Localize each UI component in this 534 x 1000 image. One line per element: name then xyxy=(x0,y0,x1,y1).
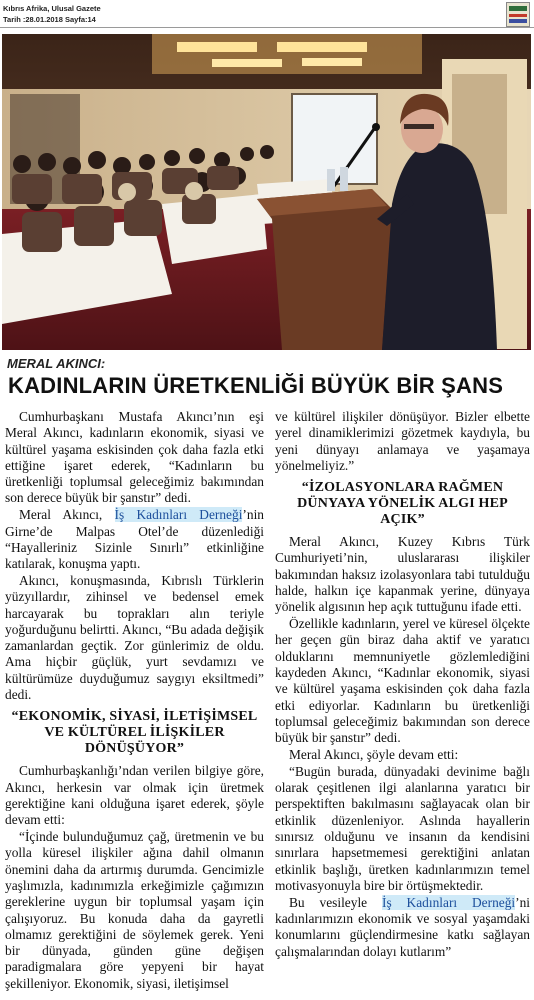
subheading: “İZOLASYONLARA RAĞMEN DÜNYAYA YÖNELİK ALGI HEP AÇIK” xyxy=(297,480,508,528)
event-photo xyxy=(2,34,531,350)
text-run: Meral Akıncı, xyxy=(19,507,115,523)
paragraph: Meral Akıncı, şöyle devam etti: xyxy=(289,747,459,763)
paragraph: Cumhurbaşkanı Mustafa Akıncı’nın eşi Meral Akıncı, kadınların ekonomik, siyasi ve kültürel yaşama eskisinden çok daha fazla etki ettiğine işaret ederek, “Kadınların bu üretkenliği toplumsal geleceğimiz bakımından son derece büyük bir şanstır” dedi. xyxy=(5,409,264,506)
publication-name: Kıbrıs Afrika, Ulusal Gazete xyxy=(3,4,101,13)
paragraph: Özellikle kadınların, yerel ve küresel ölçekte her geçen gün biraz daha aktif ve yaratıcı olduklarını memnuniyetle gözlemlediğini kaydeden Akıncı, “Kadınlar ekonomik, siyasi ve kültürel yaşama eskisinden çok daha fazla etki ediyorlar. Kadınların bu üretkenliği toplumsal geleceğimiz bakımından son derece büyük bir şanstır” dedi. xyxy=(275,616,530,746)
article-kicker: MERAL AKINCI: xyxy=(7,356,106,371)
newspaper-logo-icon xyxy=(506,2,530,27)
highlighted-organization: İş Kadınları Derneği xyxy=(382,894,516,910)
date-page-line: Tarih :28.01.2018 Sayfa:14 xyxy=(3,15,96,24)
paragraph: Akıncı, konuşmasında, Kıbrıslı Türklerin yüzyıllardır, zihinsel ve bedensel emek harcayarak bu toprakları alın teriyle yoğurduğunu belirtti. Akıncı, “Bu adada değişik zamanlardan geçtik. Zor günlerimiz de oldu. Ama hiçbir güçlük, yurt sevdamızı ve kültürümüze duyduğumuz saygıyı eksiltmedi” dedi. xyxy=(5,572,264,703)
highlighted-organization: İş Kadınları Derneği xyxy=(114,507,243,523)
paragraph xyxy=(5,507,264,572)
text-run: Bu vesileyle xyxy=(289,894,382,910)
paragraph: ve kültürel ilişkiler dönüşüyor. Bizler elbette yerel dinamiklerimizi gözetmek kaydıyla, bu yeni dünyayı anlamaya ve yaşamaya yönelmeliyiz.” xyxy=(275,409,530,473)
paragraph: Meral Akıncı, Kuzey Kıbrıs Türk Cumhuriyeti’nin, uluslararası ilişkiler bakımından haksız izolasyonlara tabi tutulduğu halde, halkın içe kapanmak yerine, dünyaya yönelik algısının hep açık tuttuğunu ifade etti. xyxy=(275,534,530,615)
header-divider xyxy=(0,27,534,28)
paragraph: “Bugün burada, dünyadaki devinime bağlı olarak çeşitlenen ilgi alanlarına yaratıcı bir perspektiften bakılmasını sağlayacak olan bir etkinlik düzenleniyor. Aslında hayallerin sınırsız olduğunu ve insanın da kendisini sınırlara hapsetmemesi gerektiğini anlatan etkinlik başlığı, üretken kadınlarımızın temel motivasyonuyla bire bir örtüşmektedir. xyxy=(275,763,530,893)
paragraph xyxy=(275,895,530,960)
subheading: “EKONOMİK, SİYASİ, İLETİŞİMSEL VE KÜLTÜREL İLİŞKİLER DÖNÜŞÜYOR” xyxy=(11,709,258,757)
paragraph: Cumhurbaşkanlığı’ndan verilen bilgiye göre, Akıncı, herkesin var olmak için üretmek gerektiğine kani olduğuna işaret ederek, şöyle devam etti: xyxy=(5,763,264,828)
text-run: ’ni kadınlarımızın ekonomik ve sosyal yaşamdaki konumlarını güçlendirmesine katkı sağlayan çalışmalarından dolayı kutlarım” xyxy=(275,894,531,959)
paragraph: “İçinde bulunduğumuz çağ, üretmenin ve bu yolla küresel ilişkiler ağına dahil olmanın önemini daha da artırmış durumda. Gencimizle yaşlımızla, kadınımızla erkeğimizle çağımızın gereklerine uygun bir toplumsal yaşam için çalışıyoruz. Bu konuda daha da gayretli olmamız gerektiğini de söylemek gerek. Yeni bir dünyada, günden güne değişen paradigmalara göre yepyeni bir hayat şekilleniyor. Ekonomik, siyasi, iletişimsel xyxy=(5,829,264,991)
article-headline: KADINLARIN ÜRETKENLİĞİ BÜYÜK BİR ŞANS xyxy=(8,373,504,398)
article-column-right xyxy=(275,409,530,960)
article-column-left xyxy=(5,409,264,993)
text-run: ’nin Girne’de Malpas Otel’de düzenlediği “Hayalleriniz Sizinle Sınırlı” etkinliğine katılarak, konuşma yaptı. xyxy=(5,507,264,572)
